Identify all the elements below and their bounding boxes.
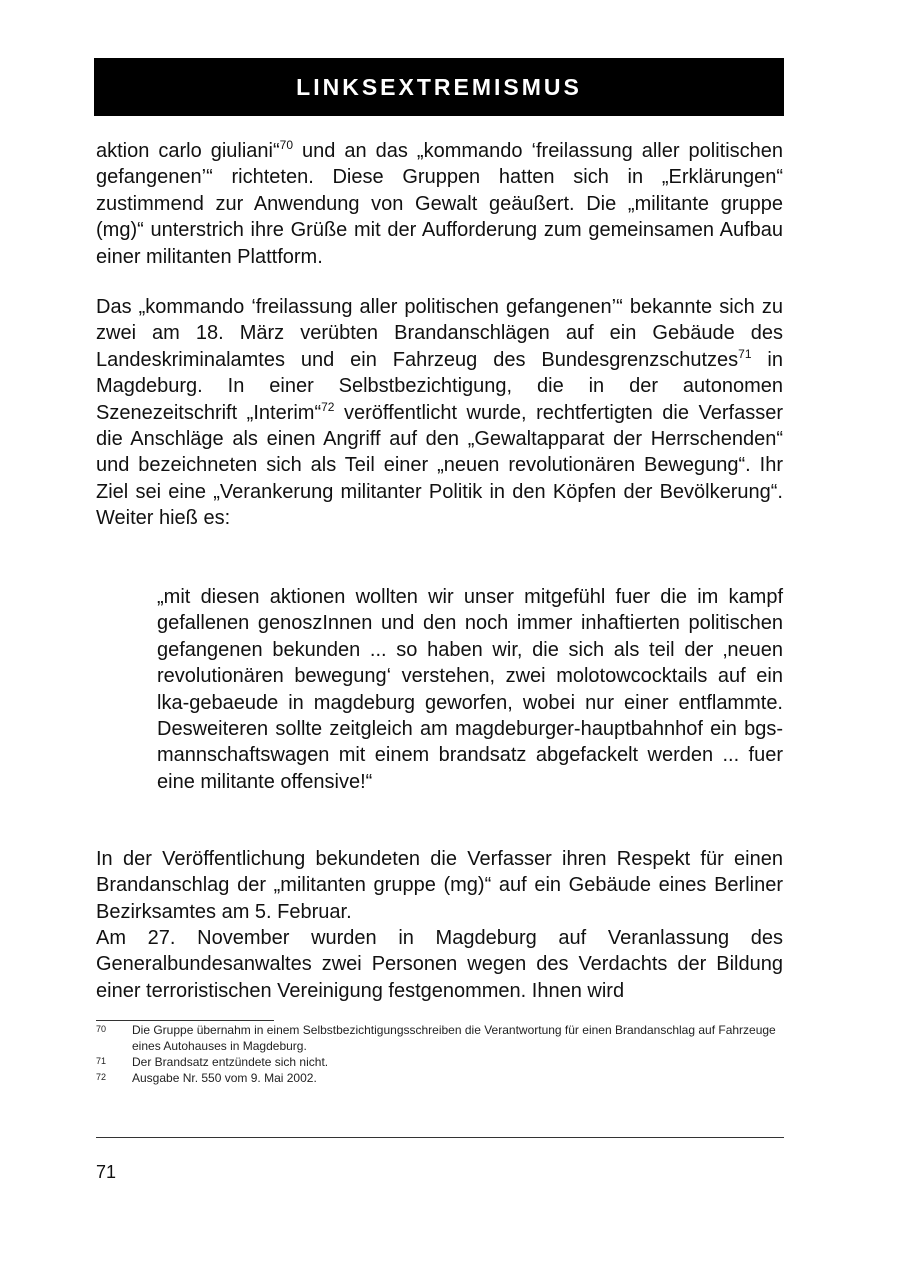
footnote-72 — [96, 1070, 783, 1086]
paragraph-2 — [96, 294, 783, 532]
section-title: LINKSEXTREMISMUS — [296, 73, 582, 100]
block-quote: „mit diesen aktionen wollten wir unser mitgefühl fuer die im kampf gefallenen genoszInnen und den noch immer inhaftierten politischen gefangenen bekunden ... so haben wir, die sich als teil der ‚neuen revolutionären bewegung‘ verstehen, zwei molotowcocktails auf ein lka-gebaeude in magdeburg geworfen, wobei nur einer entflammte. Desweiteren sollte zeitgleich am magdeburger-hauptbahnhof ein bgs-mannschaftswagen mit einem brandsatz abgefackelt werden ... fuer eine militante offensive!“ — [157, 586, 783, 793]
paragraph-2-text-b: in Magdeburg. In einer Selbstbezichtigung, die in der autonomen Szenezeitschrift „Interim“ — [96, 348, 784, 424]
paragraph-4: Am 27. November wurden in Magdeburg auf Veranlassung des Generalbundesanwaltes zwei Personen wegen des Verdachts der Bildung einer terroristischen Vereinigung festgenommen. Ihnen wird — [96, 927, 783, 1002]
paragraph-1 — [96, 138, 783, 270]
paragraph-2-text-a: Das „kommando ‘freilassung aller politischen gefangenen’“ bekannte sich zu zwei am 18. März verübten Brandanschlägen auf ein Gebäude des Landeskriminalamtes und ein Fahrzeug des Bundesgrenzschutzes — [96, 296, 783, 371]
footnote-ref-71: 71 — [738, 346, 752, 361]
footnote-text: Der Brandsatz entzündete sich nicht. — [132, 1055, 329, 1069]
page-number: 71 — [96, 1162, 117, 1182]
footnote-70 — [96, 1022, 783, 1054]
footnote-text: Ausgabe Nr. 550 vom 9. Mai 2002. — [132, 1071, 317, 1085]
footnote-71 — [96, 1054, 783, 1070]
footnote-ref-72: 72 — [321, 399, 335, 414]
footnote-ref-70: 70 — [279, 138, 294, 152]
footnotes — [96, 1022, 783, 1086]
page-footer-divider — [96, 1137, 784, 1138]
paragraph-1-text-a: aktion carlo giuliani“ — [96, 140, 280, 162]
paragraph-1-text-b: und an das „kommando ‘freilassung aller politischen gefangenen’“ richteten. Diese Gruppen hatten sich in „Erklärungen“ zustimmend zur Anwendung von Gewalt geäußert. Die „militante gruppe (mg)“ unterstrich ihre Grüße mit der Aufforderung zum gemeinsamen Aufbau einer militanten Plattform. — [96, 140, 784, 268]
footnote-mark: 71 — [96, 1056, 107, 1066]
footnote-text: Die Gruppe übernahm in einem Selbstbezichtigungsschreiben die Verantwortung für einen Brandanschlag auf Fahrzeuge eines Autohauses in Magdeburg. — [132, 1023, 776, 1053]
footnote-mark: 70 — [96, 1024, 107, 1034]
footnote-mark: 72 — [96, 1072, 107, 1082]
section-header — [94, 58, 784, 116]
paragraph-2-text-c: veröffentlicht wurde, rechtfertigten die Verfasser die Anschläge als einen Angriff auf den „Gewaltapparat der Herrschenden“ und bezeichneten sich als Teil einer „neuen revolutionären Bewegung“. Ihr Ziel sei eine „Verankerung militanter Politik in den Köpfen der Bevölkerung“. Weiter hieß es: — [96, 401, 783, 530]
footnote-divider — [96, 1020, 274, 1021]
paragraph-3: In der Veröffentlichung bekundeten die Verfasser ihren Respekt für einen Brandanschlag der „militanten gruppe (mg)“ auf ein Gebäude eines Berliner Bezirksamtes am 5. Februar. — [96, 848, 783, 923]
